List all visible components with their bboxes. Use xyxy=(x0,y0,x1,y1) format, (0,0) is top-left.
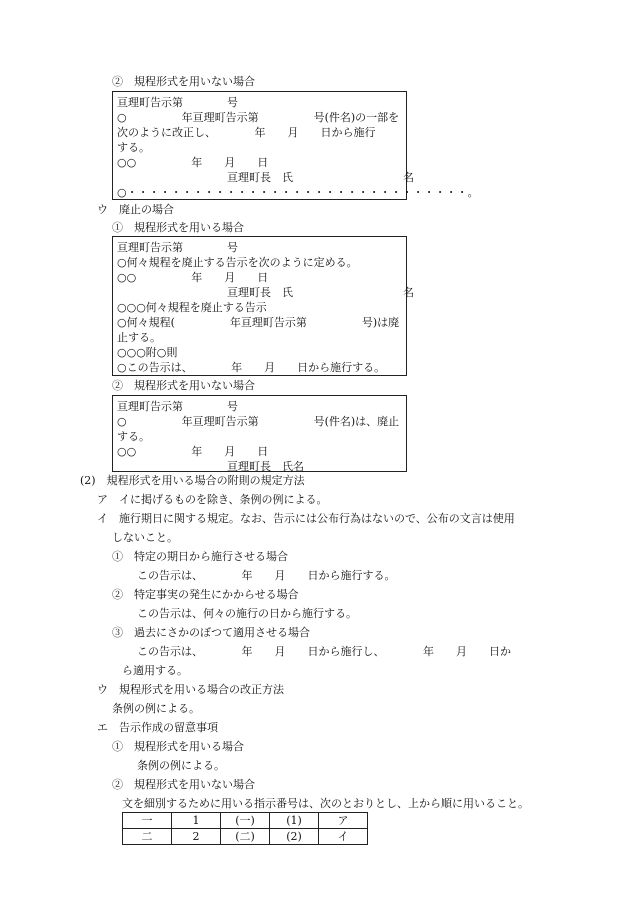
notice-box-repeal-plain xyxy=(112,395,407,472)
table-cell: (一) xyxy=(221,813,270,829)
body-line: しないこと。 xyxy=(112,531,178,544)
box-line: ○・・・・・・・・・・・・・・・・・・・・・・・・・・・・・・・。 xyxy=(117,186,479,199)
table-cell: イ xyxy=(319,829,368,845)
body-line: ① 規程形式を用いる場合 xyxy=(112,740,244,753)
box-line: する。 xyxy=(117,141,150,154)
table-cell: (2) xyxy=(270,829,319,845)
notice-box-repeal xyxy=(112,236,414,376)
box-line: する。 xyxy=(117,430,150,443)
box-line: 亘理町告示第 号 xyxy=(117,400,238,413)
body-line: 文を細別するために用いる指示番号は、次のとおりとし、上から順に用いること。 xyxy=(122,797,529,810)
table-cell: (1) xyxy=(270,813,319,829)
box-line: 亘理町長 氏 名 xyxy=(117,286,414,299)
body-line: この告示は、何々の施行の日から施行する。 xyxy=(137,607,357,620)
box-line: 亘理町告示第 号 xyxy=(117,96,238,109)
body-line: 条例の例による。 xyxy=(112,702,200,715)
section-heading: ② 規程形式を用いない場合 xyxy=(112,75,255,88)
box-line: ○○○何々規程を廃止する告示 xyxy=(117,301,267,314)
table-row xyxy=(123,813,368,829)
body-line: ウ 規程形式を用いる場合の改正方法 xyxy=(97,683,284,696)
box-line: ○○ 年 月 日 xyxy=(117,271,269,284)
table-row xyxy=(123,829,368,845)
notice-box-amend xyxy=(112,91,479,200)
subsection-heading: ① 規程形式を用いる場合 xyxy=(112,221,244,234)
box-line: ○○ 年 月 日 xyxy=(117,445,269,458)
box-line: ○○○附○則 xyxy=(117,346,178,359)
box-line: ○何々規程を廃止する告示を次のように定める。 xyxy=(117,256,358,269)
box-line: ○ 年亘理町告示第 号(件名)の一部を xyxy=(117,111,400,124)
box-line: 亘理町長 氏名 xyxy=(117,460,304,473)
box-line: ○○ 年 月 日 xyxy=(117,156,269,169)
body-line: ア イに掲げるものを除き、条例の例による。 xyxy=(97,493,328,506)
body-line: ② 規程形式を用いない場合 xyxy=(112,778,255,791)
body-line: イ 施行期日に関する規定。なお、告示には公布行為はないので、公布の文言は使用 xyxy=(97,512,515,525)
box-line: 次のように改正し、 年 月 日から施行 xyxy=(117,126,376,139)
box-line: 亘理町長 氏 名 xyxy=(117,171,414,184)
body-line: ら適用する。 xyxy=(122,664,188,677)
table-cell: 1 xyxy=(172,813,221,829)
box-line: ○何々規程( 年亘理町告示第 号)は廃 xyxy=(117,316,400,329)
body-line: エ 告示作成の留意事項 xyxy=(97,721,218,734)
section-heading: (2) 規程形式を用いる場合の附則の規定方法 xyxy=(80,474,305,487)
table-cell: 一 xyxy=(123,813,172,829)
body-line: ③ 過去にさかのぼつて適用させる場合 xyxy=(112,626,310,639)
body-line: この告示は、 年 月 日から施行し、 年 月 日か xyxy=(137,645,511,658)
body-line: この告示は、 年 月 日から施行する。 xyxy=(137,569,396,582)
table-cell: (二) xyxy=(221,829,270,845)
box-line: ○この告示は、 年 月 日から施行する。 xyxy=(117,361,386,374)
table-cell: 二 xyxy=(123,829,172,845)
numbering-table xyxy=(122,812,368,845)
box-line: 止する。 xyxy=(117,331,161,344)
box-line: 亘理町告示第 号 xyxy=(117,241,238,254)
body-line: ② 特定事実の発生にかからせる場合 xyxy=(112,588,299,601)
subsection-heading: ② 規程形式を用いない場合 xyxy=(112,379,255,392)
table-cell: ア xyxy=(319,813,368,829)
section-heading: ウ 廃止の場合 xyxy=(97,203,174,216)
box-line: ○ 年亘理町告示第 号(件名)は、廃止 xyxy=(117,415,400,428)
body-line: 条例の例による。 xyxy=(137,759,225,772)
table-cell: 2 xyxy=(172,829,221,845)
body-line: ① 特定の期日から施行させる場合 xyxy=(112,550,288,563)
